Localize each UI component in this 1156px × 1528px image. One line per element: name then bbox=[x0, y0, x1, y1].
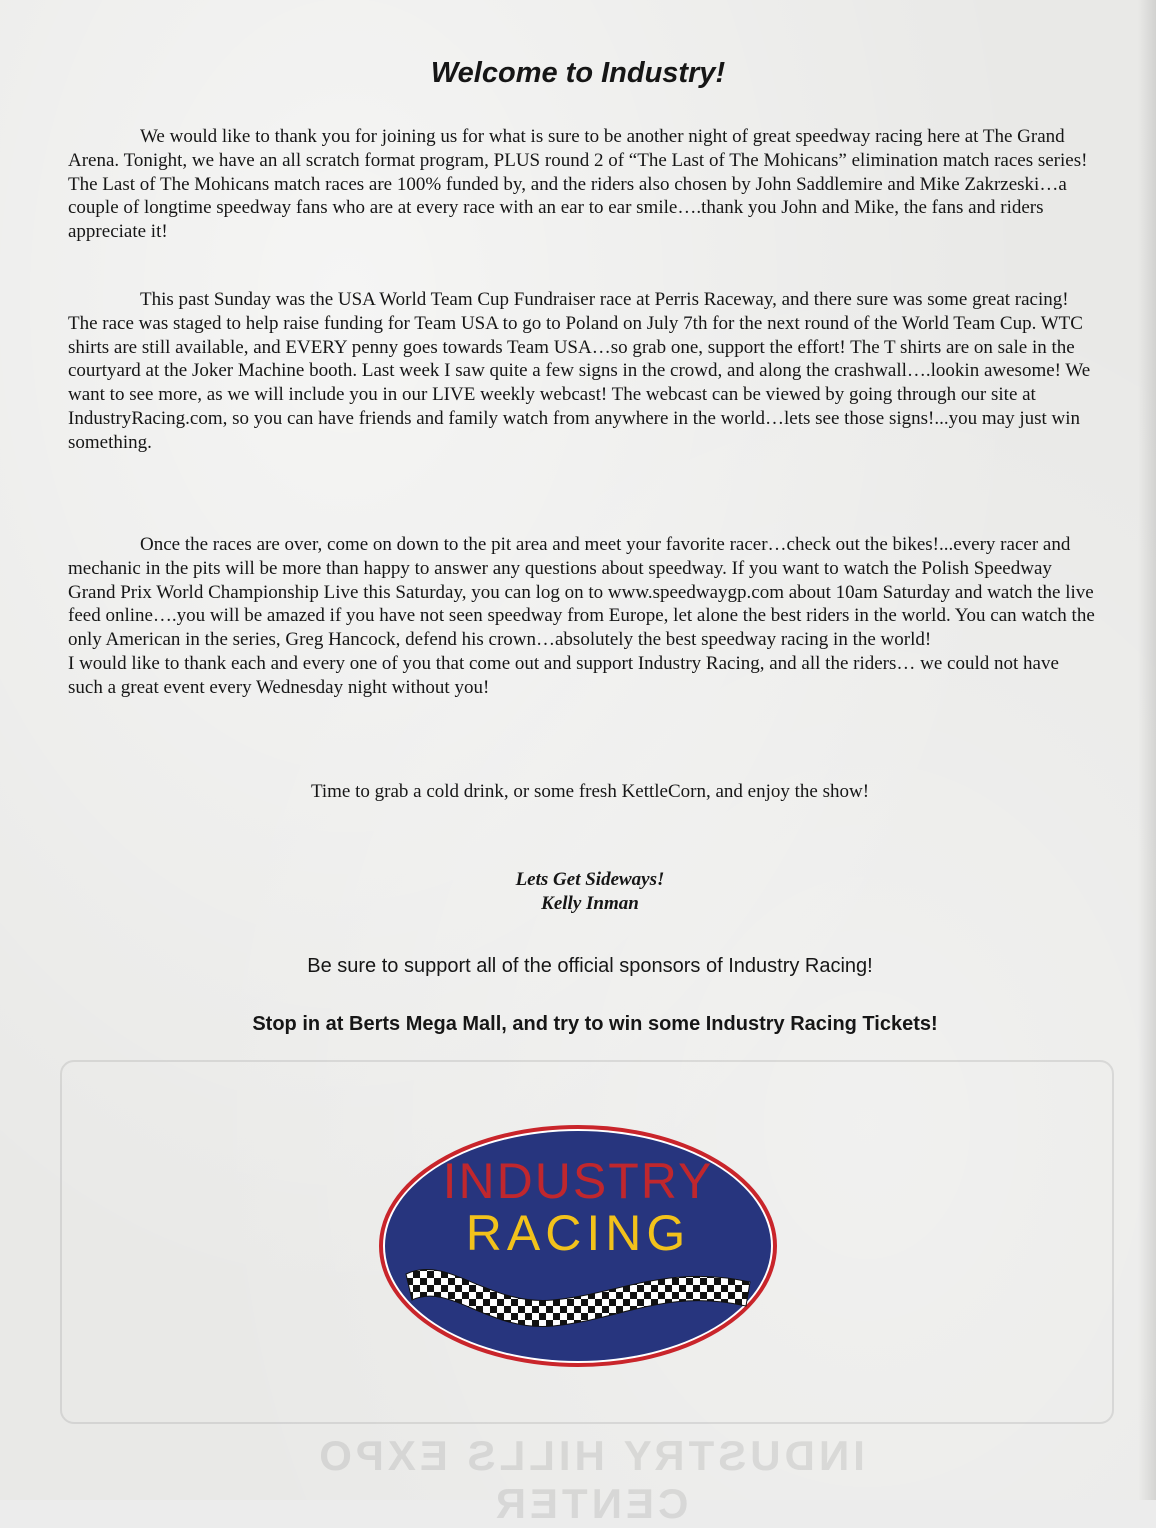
page-title: Welcome to Industry! bbox=[430, 57, 726, 89]
paragraph-thanks: I would like to thank each and every one of you that come out and support Industry Racing, and all the riders… we could not have such a great event every Wednesday night without you! bbox=[68, 652, 1059, 698]
closing-line: Time to grab a cold drink, or some fresh KettleCorn, and enjoy the show! bbox=[310, 781, 870, 802]
signoff bbox=[0, 868, 1156, 916]
paragraph-world-team-cup: This past Sunday was the USA World Team Cup Fundraiser race at Perris Raceway, and there sure was some great racing! The race was staged to help raise funding for Team USA to go to Poland on July 7th for the next round of the World Team Cup. WTC shirts are still available, and EVERY penny goes towards Team USA…so grab one, support the effort! The T shirts are on sale in the courtyard at the Joker Machine booth. Last week I saw quite a few signs in the crowd, and along the crashwall….lookin awesome! We want to see more, as we will include you in our LIVE weekly webcast! The webcast can be viewed by going through our site at IndustryRacing.com, so you can have friends and family watch from anywhere in the world…lets see those signs!...you may just win something. bbox=[68, 289, 1091, 453]
sponsor-line: Be sure to support all of the official sponsors of Industry Racing! bbox=[307, 955, 873, 977]
reverse-side-bleed-text: INDUSTRY HILLS EXPO CENTER bbox=[315, 1432, 865, 1527]
logo-text-industry: INDUSTRY bbox=[442, 1153, 714, 1209]
page-edge-shadow bbox=[1138, 0, 1156, 1500]
promo-line: Stop in at Berts Mega Mall, and try to win some Industry Racing Tickets! bbox=[252, 1013, 938, 1035]
signoff-tagline: Lets Get Sideways! bbox=[515, 869, 665, 890]
industry-racing-logo bbox=[378, 1124, 778, 1369]
paragraph-pit-area-text: Once the races are over, come on down to the pit area and meet your favorite racer…check out the bikes!...every racer and mechanic in the pits will be more than happy to answer any questions about speedway. If you want to watch the Polish Speedway Grand Prix World Championship Live this Saturday, you can log on to www.speedwaygp.com about 10am Saturday and watch the live feed online….you will be amazed if you have not seen speedway from Europe, let alone the best riders in the world. You can watch the only American in the series, Greg Hancock, defend his crown…absolutely the best speedway racing in the world! bbox=[68, 534, 1095, 651]
paragraph-intro: We would like to thank you for joining us for what is sure to be another night of great speedway racing here at The Grand Arena. Tonight, we have an all scratch format program, PLUS round 2 of “The Last of The Mohicans” elimination match races series! The Last of The Mohicans match races are 100% funded by, and the riders also chosen by John Saddlemire and Mike Zakrzeski…a couple of longtime speedway fans who are at every race with an ear to ear smile….thank you John and Mike, the fans and riders appreciate it! bbox=[68, 126, 1088, 243]
logo-text-racing: RACING bbox=[465, 1205, 691, 1261]
paragraph-pit-area bbox=[68, 533, 1098, 700]
signoff-author: Kelly Inman bbox=[541, 893, 639, 914]
